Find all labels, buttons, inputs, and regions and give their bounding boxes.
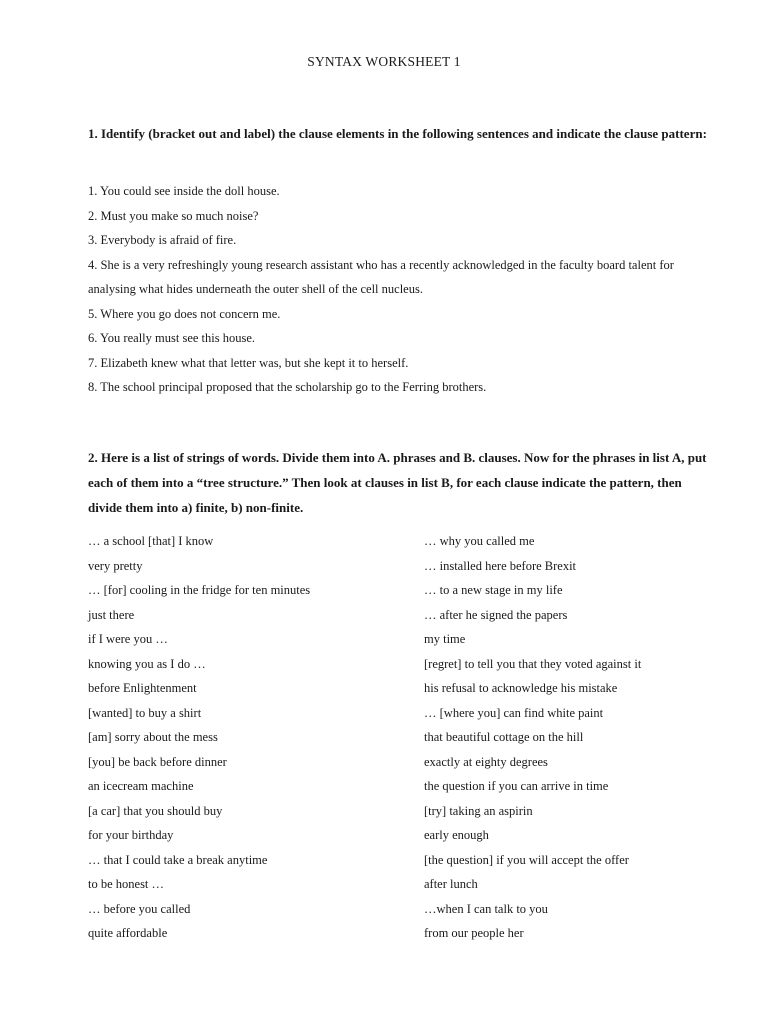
word-string-item: …when I can talk to you xyxy=(424,901,548,916)
word-string-item: my time xyxy=(424,632,466,646)
word-string-item: … installed here before Brexit xyxy=(424,558,577,573)
sentence-item: 6. You really must see this house. xyxy=(88,331,256,345)
word-string-item: very pretty xyxy=(88,558,143,573)
word-string-item: … a school [that] I know xyxy=(88,534,214,548)
word-string-item: [am] sorry about the mess xyxy=(88,730,218,744)
word-string-item: his refusal to acknowledge his mistake xyxy=(424,681,618,695)
word-string-item: [you] be back before dinner xyxy=(88,754,227,769)
word-string-item: early enough xyxy=(424,828,489,842)
sentence-item: 4. She is a very refreshingly young research assistant who has a recently acknowledged in the faculty board talent for analysing what hides underneath the outer shell of the cell nucleus. xyxy=(88,257,674,296)
word-string-item: before Enlightenment xyxy=(88,681,197,695)
word-string-item: … that I could take a break anytime xyxy=(88,852,268,867)
sentence-item: 3. Everybody is afraid of fire. xyxy=(88,233,237,247)
word-string-item: just there xyxy=(88,607,135,622)
sentence-item: 2. Must you make so much noise? xyxy=(88,208,259,223)
word-string-item: … [where you] can find white paint xyxy=(424,705,604,720)
question-1-sentence-list xyxy=(88,179,708,400)
word-string-item: [wanted] to buy a shirt xyxy=(88,705,202,720)
word-string-item: [try] taking an aspirin xyxy=(424,803,533,818)
word-string-item: … before you called xyxy=(88,901,191,916)
word-string-item: … why you called me xyxy=(424,534,535,548)
word-string-item: the question if you can arrive in time xyxy=(424,779,609,793)
word-string-item: quite affordable xyxy=(88,926,168,940)
word-string-item: [regret] to tell you that they voted against it xyxy=(424,656,642,671)
word-string-item: … [for] cooling in the fridge for ten minutes xyxy=(88,583,311,597)
word-string-item: [the question] if you will accept the offer xyxy=(424,852,629,867)
question-2-heading: 2. Here is a list of strings of words. Divide them into A. phrases and B. clauses. Now for the phrases in list A, put each of them into a “tree structure.” Then look at clauses in list B, for each clause indicate the pattern, then divide them into a) finite, b) non-finite. xyxy=(88,450,707,515)
word-string-item: that beautiful cottage on the hill xyxy=(424,730,584,744)
word-string-item: an icecream machine xyxy=(88,779,194,793)
word-string-item: for your birthday xyxy=(88,828,174,842)
word-string-item: to be honest … xyxy=(88,877,165,891)
word-string-item: from our people her xyxy=(424,926,524,940)
word-string-item: [a car] that you should buy xyxy=(88,803,223,818)
word-string-item: if I were you … xyxy=(88,632,168,646)
word-string-item: after lunch xyxy=(424,877,478,891)
question-1-heading: 1. Identify (bracket out and label) the clause elements in the following sentences and indicate the clause pattern: xyxy=(88,126,707,141)
word-strings-right-column xyxy=(424,529,724,946)
worksheet-title: SYNTAX WORKSHEET 1 xyxy=(307,54,461,69)
word-string-item: … to a new stage in my life xyxy=(424,583,563,597)
word-string-item: … after he signed the papers xyxy=(424,607,568,622)
sentence-item: 1. You could see inside the doll house. xyxy=(88,184,280,198)
word-string-item: exactly at eighty degrees xyxy=(424,754,548,769)
word-string-item: knowing you as I do … xyxy=(88,656,206,671)
sentence-item: 8. The school principal proposed that the scholarship go to the Ferring brothers. xyxy=(88,380,487,394)
word-strings-left-column xyxy=(88,529,408,946)
sentence-item: 7. Elizabeth knew what that letter was, but she kept it to herself. xyxy=(88,355,409,370)
sentence-item: 5. Where you go does not concern me. xyxy=(88,306,281,321)
